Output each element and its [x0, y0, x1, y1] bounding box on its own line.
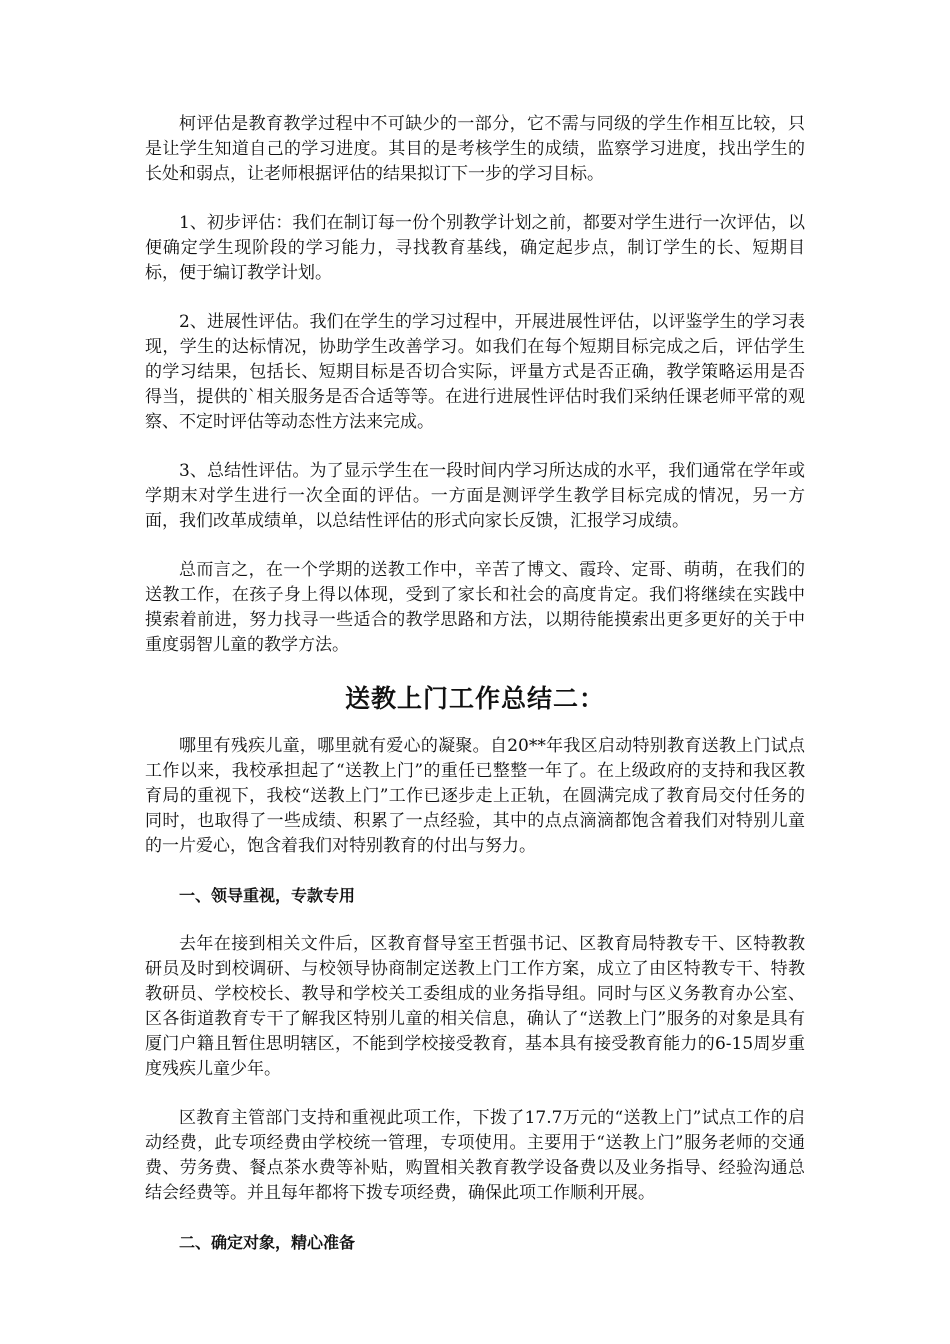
- body-paragraph: 2、进展性评估。我们在学生的学习过程中，开展进展性评估，以评鉴学生的学习表现，学生的达标情况，协助学生改善学习。如我们在每个短期目标完成之后，评估学生的学习结果，包括长、短期目标是否切合实际，评量方式是否正确，教学策略运用是否得当，提供的`相关服务是否合适等等。在进行进展性评估时我们采纳任课老师平常的观察、不定时评估等动态性方法来完成。: [145, 312, 805, 432]
- section-heading: 二、确定对象，精心准备: [179, 1233, 356, 1252]
- body-paragraph: 柯评估是教育教学过程中不可缺少的一部分，它不需与同级的学生作相互比较，只是让学生知道自己的学习进度。其目的是考核学生的成绩，监察学习进度，找出学生的长处和弱点，让老师根据评估的结果拟订下一步的学习目标。: [145, 114, 805, 184]
- body-paragraph: 1、初步评估：我们在制订每一份个别教学计划之前，都要对学生进行一次评估，以便确定学生现阶段的学习能力，寻找教育基线，确定起步点，制订学生的长、短期目标，便于编订教学计划。: [145, 213, 805, 283]
- document-page: [145, 112, 805, 1279]
- intro-paragraph: 哪里有残疾儿童，哪里就有爱心的凝聚。自20**年我区启动特别教育送教上门试点工作以来，我校承担起了“送教上门”的重任已整整一年了。在上级政府的支持和我区教育局的重视下，我校“送教上门”工作已逐步走上正轨，在圆满完成了教育局交付任务的同时，也取得了一些成绩、积累了一点经验，其中的点点滴滴都饱含着我们对特别儿童的一片爱心，饱含着我们对特别教育的付出与努力。: [145, 736, 805, 856]
- document-title: 送教上门工作总结二：: [344, 684, 605, 713]
- body-paragraph: 区教育主管部门支持和重视此项工作，下拨了17.7万元的“送教上门”试点工作的启动经费，此专项经费由学校统一管理，专项使用。主要用于“送教上门”服务老师的交通费、劳务费、餐点茶水费等补贴，购置相关教育教学设备费以及业务指导、经验沟通总结会经费等。并且每年都将下拨专项经费，确保此项工作顺利开展。: [145, 1108, 805, 1203]
- body-paragraph: 3、总结性评估。为了显示学生在一段时间内学习所达成的水平，我们通常在学年或学期末对学生进行一次全面的评估。一方面是测评学生教学目标完成的情况，另一方面，我们改革成绩单，以总结性评估的形式向家长反馈，汇报学习成绩。: [145, 461, 805, 531]
- body-paragraph: 总而言之，在一个学期的送教工作中，辛苦了博文、霞玲、定哥、萌萌，在我们的送教工作，在孩子身上得以体现，受到了家长和社会的高度肯定。我们将继续在实践中摸索着前进，努力找寻一些适合的教学思路和方法，以期待能摸索出更多更好的关于中重度弱智儿童的教学方法。: [145, 560, 805, 655]
- section-heading: 一、领导重视，专款专用: [179, 886, 356, 905]
- body-paragraph: 去年在接到相关文件后，区教育督导室王哲强书记、区教育局特教专干、区特教教研员及时到校调研、与校领导协商制定送教上门工作方案，成立了由区特教专干、特教教研员、学校校长、教导和学校关工委组成的业务指导组。同时与区义务教育办公室、区各街道教育专干了解我区特别儿童的相关信息，确认了“送教上门”服务的对象是具有厦门户籍且暂住思明辖区，不能到学校接受教育，基本具有接受教育能力的6-15周岁重度残疾儿童少年。: [145, 934, 805, 1079]
